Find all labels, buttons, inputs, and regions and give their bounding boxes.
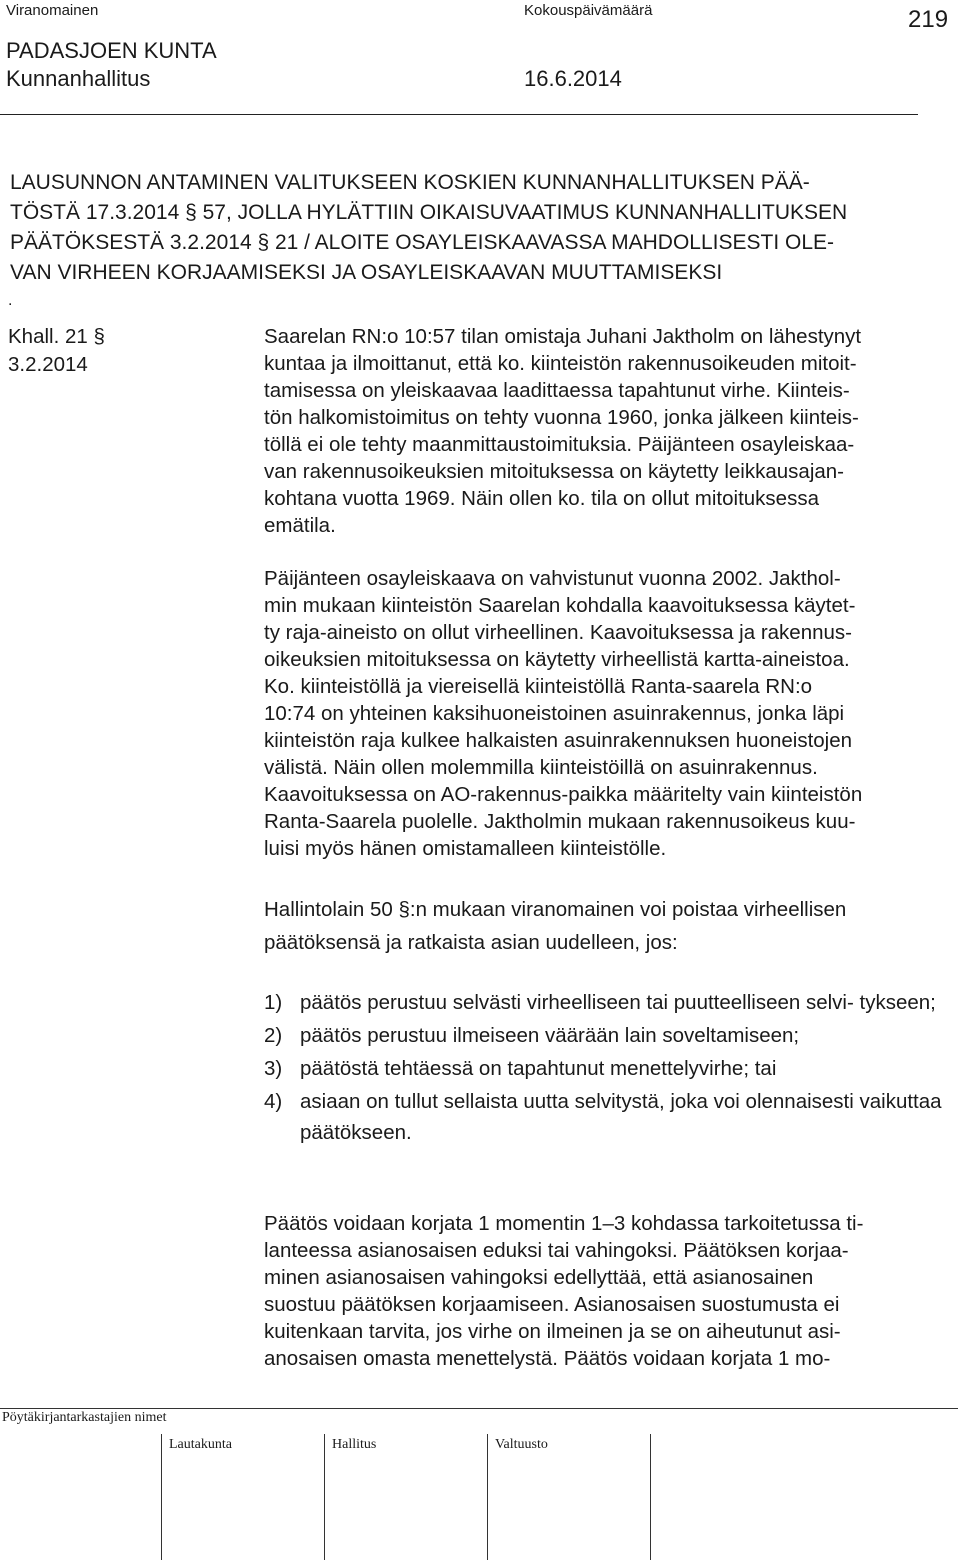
- paragraph-1: [264, 323, 956, 539]
- reference-section: Khall. 21 §: [8, 325, 105, 348]
- text-line: tamisessa on yleiskaavaa laadittaessa tapahtunut virhe. Kiinteis-: [264, 379, 850, 402]
- authority-label: Viranomainen: [6, 2, 99, 19]
- text-line: ty raja-aineisto on ollut virheellinen. Kaavoituksessa ja rakennus-: [264, 621, 852, 644]
- list-item: [264, 1086, 956, 1148]
- list-number: 4): [264, 1090, 283, 1113]
- text-line: min mukaan kiinteistön Saarelan kohdalla kaavoituksessa käytet-: [264, 594, 856, 617]
- organization-name: PADASJOEN KUNTA: [6, 38, 217, 63]
- footer-col-lautakunta: Lautakunta: [169, 1437, 232, 1452]
- text-line: Päätös voidaan korjata 1 momentin 1–3 kohdassa tarkoitetussa ti-: [264, 1212, 864, 1235]
- text-line: tön halkomistoimitus on tehty vuonna 1960, jonka jälkeen kiinteis-: [264, 406, 859, 429]
- footer-divider: [487, 1434, 488, 1560]
- text-line: kuntaa ja ilmoittanut, että ko. kiinteistön rakennusoikeuden mitoit-: [264, 352, 857, 375]
- text-line: Ranta-Saarela puolelle. Jaktholmin mukaan rakennusoikeus kuu-: [264, 810, 856, 833]
- text-line: emätila.: [264, 514, 336, 537]
- paragraph-2: [264, 565, 956, 862]
- text-line: anosaisen omasta menettelystä. Päätös voidaan korjata 1 mo-: [264, 1347, 831, 1370]
- footer-divider: [161, 1434, 162, 1560]
- title-line: VAN VIRHEEN KORJAAMISEKSI JA OSAYLEISKAAVAN MUUTTAMISEKSI: [10, 261, 723, 284]
- list-item: [264, 1053, 956, 1084]
- title-line: TÖSTÄ 17.3.2014 § 57, JOLLA HYLÄTTIIN OIKAISUVAATIMUS KUNNANHALLITUKSEN: [10, 201, 848, 224]
- text-line: lanteessa asianosaisen eduksi tai vahingoksi. Päätöksen korjaa-: [264, 1239, 849, 1262]
- footer-divider: [650, 1434, 651, 1560]
- list-number: 2): [264, 1024, 283, 1047]
- reference-date: 3.2.2014: [8, 353, 88, 376]
- dot-marker: .: [8, 292, 13, 309]
- text-line: minen asianosaisen vahingoksi edellyttää, että asianosainen: [264, 1266, 814, 1289]
- text-line: 10:74 on yhteinen kaksihuoneistoinen asuinrakennus, jonka läpi: [264, 702, 845, 725]
- list-text: asiaan on tullut sellaista uutta selvitystä, joka voi olennaisesti vaikuttaa päätökseen.: [300, 1090, 942, 1144]
- title-line: PÄÄTÖKSESTÄ 3.2.2014 § 21 / ALOITE OSAYLEISKAAVASSA MAHDOLLISESTI OLE-: [10, 231, 835, 254]
- title-line: LAUSUNNON ANTAMINEN VALITUKSEEN KOSKIEN KUNNANHALLITUKSEN PÄÄ-: [10, 171, 810, 194]
- list-number: 1): [264, 991, 283, 1014]
- conditions-list: [264, 987, 956, 1150]
- list-item: [264, 1020, 956, 1051]
- header-rule: [0, 114, 918, 115]
- text-line: töllä ei ole tehty maanmittaustoimituksia. Päijänteen osayleiskaa-: [264, 433, 855, 456]
- footer-col-valtuusto: Valtuusto: [495, 1437, 548, 1452]
- footer-caption: Pöytäkirjantarkastajien nimet: [2, 1410, 167, 1425]
- meeting-date: 16.6.2014: [524, 66, 622, 91]
- body-name: Kunnanhallitus: [6, 66, 151, 91]
- paragraph-3: [264, 893, 956, 959]
- text-line: Ko. kiinteistöllä ja viereisellä kiinteistöllä Ranta-saarela RN:o: [264, 675, 813, 698]
- text-line: oikeuksien mitoituksessa on käytetty virheellistä kartta-aineistoa.: [264, 648, 850, 671]
- footer-divider: [324, 1434, 325, 1560]
- footer-col-hallitus: Hallitus: [332, 1437, 377, 1452]
- text-line: Saarelan RN:o 10:57 tilan omistaja Juhani Jaktholm on lähestynyt: [264, 325, 862, 348]
- text-line: Päijänteen osayleiskaava on vahvistunut vuonna 2002. Jakthol-: [264, 567, 841, 590]
- meeting-date-label: Kokouspäivämäärä: [524, 2, 653, 19]
- text-line: päätöksensä ja ratkaista asian uudelleen, jos:: [264, 931, 678, 954]
- paragraph-4: [264, 1210, 956, 1372]
- text-line: Hallintolain 50 §:n mukaan viranomainen voi poistaa virheellisen: [264, 898, 847, 921]
- text-line: kohtana vuotta 1969. Näin ollen ko. tila on ollut mitoituksessa: [264, 487, 819, 510]
- footer-rule: [0, 1408, 958, 1409]
- document-title: [10, 168, 955, 288]
- text-line: luisi myös hänen omistamalleen kiinteistölle.: [264, 837, 667, 860]
- page-number: 219: [908, 6, 949, 33]
- text-line: van rakennusoikeuksien mitoituksessa on käytetty leikkausajan-: [264, 460, 844, 483]
- text-line: suostuu päätöksen korjaamiseen. Asianosaisen suostumusta ei: [264, 1293, 840, 1316]
- list-text: päätös perustuu selvästi virheelliseen tai puutteelliseen selvi- tykseen;: [300, 991, 936, 1014]
- text-line: välistä. Näin ollen molemmilla kiinteistöillä on asuinrakennus.: [264, 756, 818, 779]
- list-number: 3): [264, 1057, 283, 1080]
- text-line: kuitenkaan tarvita, jos virhe on ilmeinen ja se on aiheutunut asi-: [264, 1320, 841, 1343]
- text-line: Kaavoituksessa on AO-rakennus-paikka määritelty vain kiinteistön: [264, 783, 863, 806]
- text-line: kiinteistön raja kulkee halkaisten asuinrakennuksen huoneistojen: [264, 729, 853, 752]
- list-text: päätös perustuu ilmeiseen väärään lain soveltamiseen;: [300, 1024, 800, 1047]
- list-item: [264, 987, 956, 1018]
- list-text: päätöstä tehtäessä on tapahtunut menettelyvirhe; tai: [300, 1057, 777, 1080]
